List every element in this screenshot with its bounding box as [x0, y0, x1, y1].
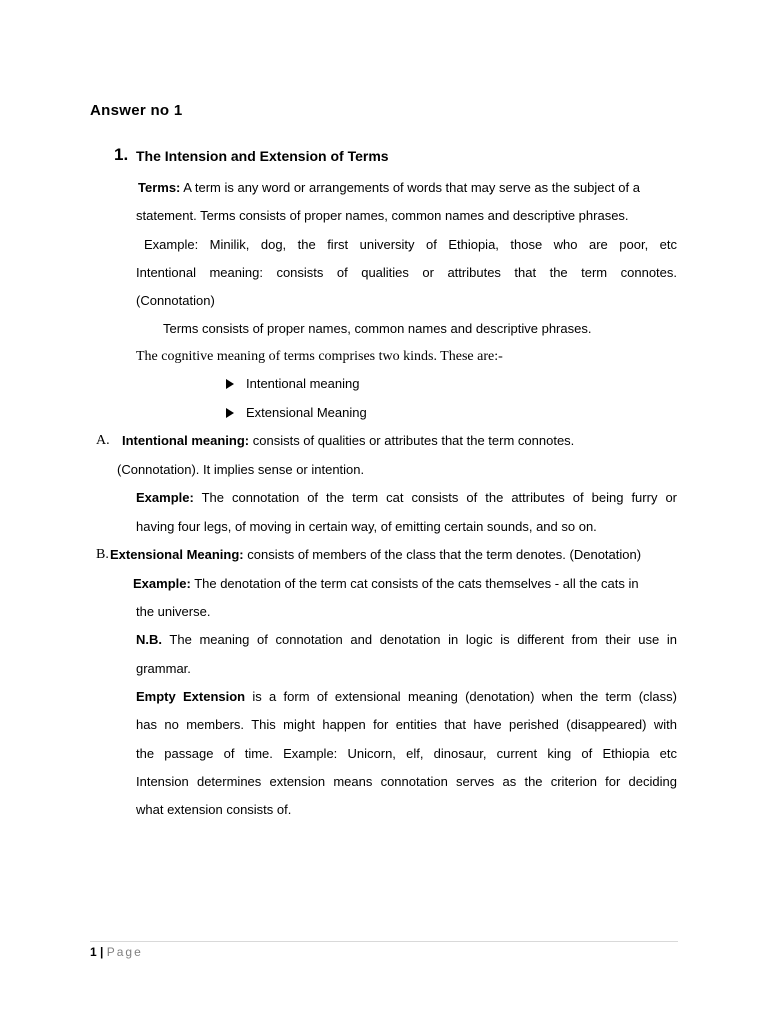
bullet-item: Intentional meaning	[246, 376, 360, 391]
arrow-bullet-icon	[226, 379, 234, 389]
cognitive-line: The cognitive meaning of terms comprises two kinds. These are:-	[136, 349, 503, 364]
terms-line-2: statement. Terms consists of proper names, common names and descriptive phrases.	[136, 208, 629, 223]
section-b-label: Extensional Meaning:	[110, 547, 244, 562]
section-b-example-line-2: the universe.	[136, 604, 211, 619]
empty-extension-line-3: the passage of time. Example: Unicorn, elf, dinosaur, current king of Ethiopia etc	[136, 746, 677, 761]
example1-line-1: Example: Minilik, dog, the first university of Ethiopia, those who are poor, etc	[144, 237, 677, 252]
section-a-line-1: Intentional meaning: consists of qualities or attributes that the term connotes.	[122, 433, 575, 448]
empty-extension-label: Empty Extension	[136, 689, 246, 704]
section-b-example-line-1: Example: The denotation of the term cat consists of the cats themselves - all the cats in	[133, 576, 639, 591]
bullet-item: Extensional Meaning	[246, 405, 367, 420]
intension-line-2: what extension consists of.	[136, 802, 292, 817]
page-label: Page	[106, 945, 143, 959]
section-title: The Intension and Extension of Terms	[136, 148, 389, 164]
nb-line-1: N.B. The meaning of connotation and denotation in logic is different from their use in	[136, 632, 677, 647]
section-a-label: Intentional meaning:	[122, 433, 250, 448]
section-a-example-line-1: Example: The connotation of the term cat consists of the attributes of being furry or	[136, 490, 677, 505]
section-a-line-2: (Connotation). It implies sense or intention.	[117, 462, 365, 477]
section-a-example-line-2: having four legs, of moving in certain way, of emitting certain sounds, and so on.	[136, 519, 597, 534]
page-heading: Answer no 1	[90, 102, 183, 119]
nb-line-2: grammar.	[136, 661, 191, 676]
terms-repeat-line: Terms consists of proper names, common names and descriptive phrases.	[163, 321, 592, 336]
example1-line-3: (Connotation)	[136, 293, 215, 308]
section-a-marker: A.	[96, 433, 110, 448]
terms-label: Terms:	[138, 180, 181, 195]
nb-label: N.B.	[136, 632, 162, 647]
example1-line-2: Intentional meaning: consists of qualities or attributes that the term connotes.	[136, 265, 677, 280]
intension-line-1: Intension determines extension means connotation serves as the criterion for deciding	[136, 774, 677, 789]
section-a-example-label: Example:	[136, 490, 194, 505]
page-number: 1	[90, 945, 97, 959]
section-b-line-1: Extensional Meaning: consists of members of the class that the term denotes. (Denotation)	[110, 547, 642, 562]
empty-extension-line-2: has no members. This might happen for entities that have perished (disappeared) with	[136, 717, 677, 732]
arrow-bullet-icon	[226, 408, 234, 418]
footer-divider	[90, 941, 678, 942]
terms-line-1: Terms: A term is any word or arrangements of words that may serve as the subject of a	[138, 180, 640, 195]
footer-separator: |	[100, 945, 104, 959]
empty-extension-line-1: Empty Extension is a form of extensional meaning (denotation) when the term (class)	[136, 689, 677, 704]
section-b-example-label: Example:	[133, 576, 191, 591]
page-footer	[90, 944, 143, 960]
section-b-marker: B.	[96, 547, 109, 562]
section-number: 1.	[114, 145, 129, 164]
